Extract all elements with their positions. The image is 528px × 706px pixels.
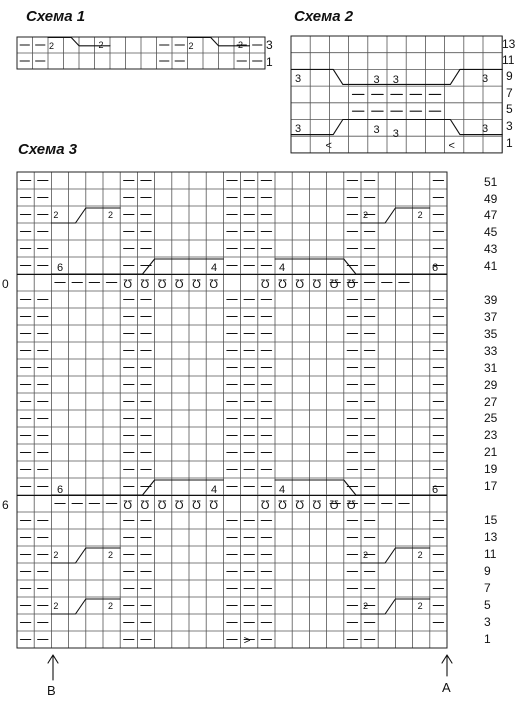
drop-stitch-icon: Ʊ bbox=[192, 277, 201, 291]
drop-stitch-icon: Ʊ bbox=[278, 277, 287, 291]
drop-stitch-icon: Ʊ bbox=[260, 498, 270, 512]
twist-count: 2 bbox=[108, 601, 114, 611]
row-label: 31 bbox=[484, 361, 498, 375]
drop-stitch-icon: Ʊ bbox=[329, 498, 339, 512]
cross-number: 3 bbox=[482, 73, 489, 85]
cross-number: 3 bbox=[482, 123, 489, 135]
row-label: 11 bbox=[484, 547, 497, 561]
row-label: 9 bbox=[484, 564, 491, 578]
cross-number: 3 bbox=[373, 124, 380, 137]
row-label: 41 bbox=[484, 259, 498, 273]
arrow-b-label: B bbox=[47, 683, 56, 698]
row-label: 11 bbox=[502, 53, 515, 67]
cross-number: 6 bbox=[432, 484, 439, 496]
drop-stitch-icon: Ʊ bbox=[346, 277, 356, 291]
stitch-markers bbox=[47, 655, 452, 698]
drop-stitch-icon: Ʊ bbox=[140, 277, 150, 291]
drop-stitch-icon: Ʊ bbox=[295, 277, 305, 291]
row-label: 21 bbox=[484, 445, 498, 459]
twist-count: 2 bbox=[98, 40, 104, 50]
row-label: 3 bbox=[484, 615, 491, 629]
twist-count: 2 bbox=[188, 41, 194, 51]
row-label: 1 bbox=[506, 136, 513, 150]
row-label: 25 bbox=[484, 411, 498, 425]
decrease-left-icon: < bbox=[325, 140, 332, 153]
drop-stitch-icon: Ʊ bbox=[192, 498, 201, 512]
scheme-2-cross-numbers bbox=[295, 73, 488, 135]
drop-stitch-icon: Ʊ bbox=[157, 277, 167, 291]
row-label: 17 bbox=[484, 479, 498, 493]
row-label: 47 bbox=[484, 208, 498, 222]
scheme-1-title: Схема 1 bbox=[26, 8, 86, 25]
decrease-right-icon: > bbox=[243, 633, 251, 647]
drop-stitch-icon: Ʊ bbox=[157, 498, 167, 512]
cross-number: 4 bbox=[279, 262, 286, 274]
row-label: 49 bbox=[484, 192, 498, 206]
row-label: 45 bbox=[484, 225, 498, 239]
row-label: 37 bbox=[484, 310, 498, 324]
row-label: 19 bbox=[484, 462, 498, 476]
row-label: 23 bbox=[484, 428, 498, 442]
cross-number: 6 bbox=[57, 262, 64, 274]
scheme-2-title: Схема 2 bbox=[294, 8, 354, 25]
twist-count: 2 bbox=[53, 601, 59, 611]
drop-stitch-icon: Ʊ bbox=[312, 498, 322, 512]
cross-number: 3 bbox=[392, 74, 399, 87]
row-label: 29 bbox=[484, 378, 498, 392]
drop-stitch-icon: Ʊ bbox=[278, 498, 287, 512]
drop-stitch-icon: Ʊ bbox=[209, 277, 219, 291]
twist-count: 2 bbox=[49, 41, 55, 51]
twist-count: 2 bbox=[363, 210, 369, 220]
row-label: 13 bbox=[484, 530, 498, 544]
cross-number: 4 bbox=[279, 484, 286, 496]
row-label: 13 bbox=[502, 37, 516, 51]
row-label: 43 bbox=[484, 242, 498, 256]
row-label: 1 bbox=[266, 55, 273, 69]
row-label: 33 bbox=[484, 344, 498, 358]
row-label: 1 bbox=[484, 632, 491, 646]
drop-stitch-icon: Ʊ bbox=[140, 498, 150, 512]
row-label: 7 bbox=[506, 86, 513, 100]
drop-stitch-icon: Ʊ bbox=[209, 498, 219, 512]
twist-count: 2 bbox=[108, 210, 114, 220]
drop-stitch-icon: Ʊ bbox=[260, 277, 270, 291]
row-label: 9 bbox=[506, 69, 513, 83]
drop-stitch-icon: Ʊ bbox=[174, 277, 184, 291]
drop-stitch-icon: Ʊ bbox=[174, 498, 184, 512]
twist-count: 2 bbox=[53, 550, 59, 560]
row-label: 5 bbox=[484, 598, 491, 612]
twist-count: 2 bbox=[417, 550, 423, 560]
row-label: 27 bbox=[484, 395, 498, 409]
row-label: 5 bbox=[506, 102, 513, 116]
cross-number: 6 bbox=[57, 484, 64, 496]
cross-number: 3 bbox=[295, 73, 302, 85]
decrease-left-icon: < bbox=[448, 140, 455, 153]
scheme-3-row-labels bbox=[2, 175, 498, 646]
row-label: 39 bbox=[484, 293, 498, 307]
twist-count: 2 bbox=[363, 550, 369, 560]
left-label: 0 bbox=[2, 277, 9, 291]
row-label: 3 bbox=[506, 119, 513, 133]
twist-count: 2 bbox=[53, 210, 59, 220]
scheme-3-grid bbox=[17, 172, 447, 648]
arrow-a-icon bbox=[442, 655, 452, 676]
row-label: 7 bbox=[484, 581, 491, 595]
scheme-2-grid bbox=[291, 36, 502, 153]
twist-count: 2 bbox=[417, 210, 423, 220]
cross-number: 6 bbox=[432, 262, 439, 274]
row-label: 15 bbox=[484, 513, 498, 527]
cross-number: 3 bbox=[295, 123, 302, 135]
cross-number: 4 bbox=[211, 484, 218, 496]
drop-stitch-icon: Ʊ bbox=[312, 277, 322, 291]
drop-stitch-icon: Ʊ bbox=[295, 498, 305, 512]
scheme-1-grid bbox=[17, 37, 265, 69]
drop-stitch-icon: Ʊ bbox=[123, 498, 133, 512]
scheme-2-row-labels bbox=[502, 37, 516, 150]
cross-number: 3 bbox=[373, 74, 380, 87]
twist-count: 2 bbox=[238, 40, 244, 50]
twist-count: 2 bbox=[108, 550, 114, 560]
scheme-1-row-labels bbox=[266, 38, 273, 69]
cross-number: 3 bbox=[392, 128, 399, 141]
cross-number: 4 bbox=[211, 262, 218, 274]
scheme-3-title: Схема 3 bbox=[18, 141, 78, 158]
twist-count: 2 bbox=[363, 601, 369, 611]
row-label: 3 bbox=[266, 38, 273, 52]
arrow-b-icon bbox=[48, 655, 58, 680]
twist-count: 2 bbox=[417, 601, 423, 611]
drop-stitch-icon: Ʊ bbox=[123, 277, 133, 291]
row-label: 51 bbox=[484, 175, 498, 189]
drop-stitch-icon: Ʊ bbox=[329, 277, 339, 291]
arrow-a-label: A bbox=[442, 680, 451, 695]
drop-stitch-icon: Ʊ bbox=[346, 498, 356, 512]
left-label: 6 bbox=[2, 498, 9, 512]
row-label: 35 bbox=[484, 327, 498, 341]
